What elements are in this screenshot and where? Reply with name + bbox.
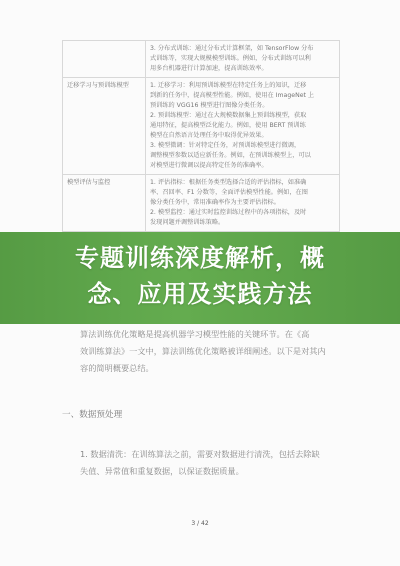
section-heading: 一、数据预处理 xyxy=(62,410,123,420)
table-row xyxy=(63,175,340,232)
table-cell-category xyxy=(63,78,146,175)
table-cell-line: 模型在自然语言处理任务中取得优异效果。 xyxy=(149,132,268,139)
page-number: 3 / 42 xyxy=(191,520,209,527)
table-row xyxy=(63,41,340,78)
banner-title-line-1: 专题训练深度解析，概 xyxy=(75,244,325,272)
banner-title xyxy=(0,240,400,312)
intro-line: 算法训练优化策略是提高机器学习模型性能的关键环节。在《高 xyxy=(80,329,310,339)
list-item-line: 1. 数据清洗：在训练算法之前，需要对数据进行清洗，包括去除缺 xyxy=(80,449,320,459)
table-cell-line: 式训练等，实现大规模模型训练。例如，分布式训练可以利 xyxy=(149,55,311,62)
table-cell-line: 用多台机器进行计算加速，提高训练效率。 xyxy=(149,65,268,72)
table-cell-line: 对模型进行微调以提高特定任务的准确率。 xyxy=(149,162,268,169)
table-cell-line: 1. 迁移学习：利用预训练模型在特定任务上的知识，迁移 xyxy=(149,82,307,89)
strategy-table xyxy=(62,40,340,232)
table-cell-details xyxy=(145,78,339,175)
table-cell-line: 预训练的 VGG16 模型进行图像分类任务。 xyxy=(149,102,269,109)
table-cell-line: 2. 预训练模型：通过在大规模数据集上预训练模型，获取 xyxy=(149,112,307,119)
table-cell-line: 3. 分布式训练：通过分布式计算框架，如 TensorFlow 分布 xyxy=(149,45,314,52)
intro-line: 效训练算法》一文中，算法训练优化策略被详细阐述。以下是对其内 xyxy=(80,346,326,356)
table-cell-line: 像分类任务中，常用准确率作为主要评估指标。 xyxy=(149,199,280,206)
table-cell-line: 1. 评估指标：根据任务类型选择合适的评估指标，如准确 xyxy=(149,179,307,186)
table-cell-line: 到新的任务中，提高模型性能。例如，使用在 ImageNet 上 xyxy=(149,92,315,99)
table-cell-category xyxy=(63,175,146,232)
table-cell-category-text: 迁移学习与预训练模型 xyxy=(67,82,129,89)
table-cell-line: 发现问题并调整训练策略。 xyxy=(149,219,225,226)
table-cell-line: 2. 模型监控：通过实时监控训练过程中的各项指标，及时 xyxy=(149,209,307,216)
table-cell-line: 率、召回率、F1 分数等，全面评估模型性能。例如，在图 xyxy=(149,189,308,196)
table-cell-line: 通用特征，提高模型泛化能力。例如，使用 BERT 预训练 xyxy=(149,122,306,129)
table-cell-line: 3. 模型微调：针对特定任务，对预训练模型进行微调， xyxy=(149,142,301,149)
intro-paragraph xyxy=(80,326,340,377)
intro-line: 容的简明概要总结。 xyxy=(80,363,154,373)
table-row xyxy=(63,78,340,175)
list-item xyxy=(80,446,340,480)
table-cell-category-text: 模型评估与监控 xyxy=(67,179,111,186)
table-cell-details xyxy=(145,41,339,78)
table-cell-category xyxy=(63,41,146,78)
table-cell-line: 调整模型参数以适应新任务。例如，在预训练模型上，可以 xyxy=(149,152,311,159)
table-cell-details xyxy=(145,175,339,232)
banner-title-line-2: 念、应用及实践方法 xyxy=(87,280,313,308)
list-item-line: 失值、异常值和重复数据，以保证数据质量。 xyxy=(80,466,244,476)
